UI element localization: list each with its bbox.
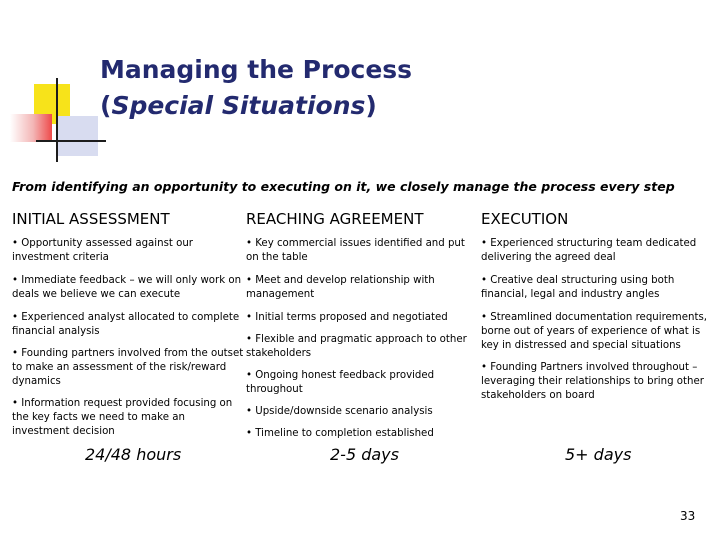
bullet-item: • Upside/downside scenario analysis: [246, 406, 433, 417]
column-initial-assessment: [12, 210, 244, 448]
bullet-item: • Opportunity assessed against our investment criteria: [12, 238, 193, 263]
bullet-item: • Initial terms proposed and negotiated: [246, 312, 448, 323]
bullet-item: • Streamlined documentation requirements, borne out of years of experience of what is key in distressed and special situations: [481, 312, 707, 351]
title-special-situations: Special Situations: [111, 91, 366, 120]
slide-title: [100, 55, 412, 121]
page-number: 33: [680, 509, 696, 523]
timing-initial-assessment: 24/48 hours: [85, 445, 182, 464]
bullet-item: • Meet and develop relationship with management: [246, 275, 435, 300]
title-line-1: Managing the Process: [100, 55, 413, 84]
title-paren-close: ): [365, 91, 377, 120]
column-execution: [481, 210, 713, 412]
decor-red-gradient-square: [10, 114, 52, 142]
column-heading: INITIAL ASSESSMENT: [12, 210, 170, 228]
slide-subtitle: From identifying an opportunity to executing on it, we closely manage the process every step: [12, 179, 675, 194]
decor-vertical-line: [56, 78, 58, 162]
decor-blue-square: [58, 116, 98, 156]
bullet-item: • Ongoing honest feedback provided throughout: [246, 370, 435, 395]
bullet-item: • Experienced analyst allocated to complete financial analysis: [12, 312, 240, 337]
column-heading: REACHING AGREEMENT: [246, 210, 424, 228]
bullet-item: • Founding partners involved from the outset to make an assessment of the risk/reward dynamics: [12, 348, 244, 387]
bullet-item: • Founding Partners involved throughout – leveraging their relationships to bring other stakeholders on board: [481, 362, 704, 401]
timing-execution: 5+ days: [565, 445, 632, 464]
timing-reaching-agreement: 2-5 days: [330, 445, 399, 464]
bullet-item: • Key commercial issues identified and put on the table: [246, 238, 465, 263]
bullet-item: • Timeline to completion established: [246, 428, 434, 439]
bullet-item: • Information request provided focusing on the key facts we need to make an investment decision: [12, 398, 233, 437]
decor-horizontal-line: [36, 140, 106, 142]
column-heading: EXECUTION: [481, 210, 569, 228]
bullet-item: • Flexible and pragmatic approach to other stakeholders: [246, 334, 467, 359]
bullet-item: • Immediate feedback – we will only work on deals we believe we can execute: [12, 275, 242, 300]
column-reaching-agreement: [246, 210, 478, 450]
title-paren-open: (: [100, 91, 112, 120]
bullet-item: • Experienced structuring team dedicated delivering the agreed deal: [481, 238, 697, 263]
bullet-item: • Creative deal structuring using both financial, legal and industry angles: [481, 275, 675, 300]
title-line-2: [100, 91, 412, 121]
